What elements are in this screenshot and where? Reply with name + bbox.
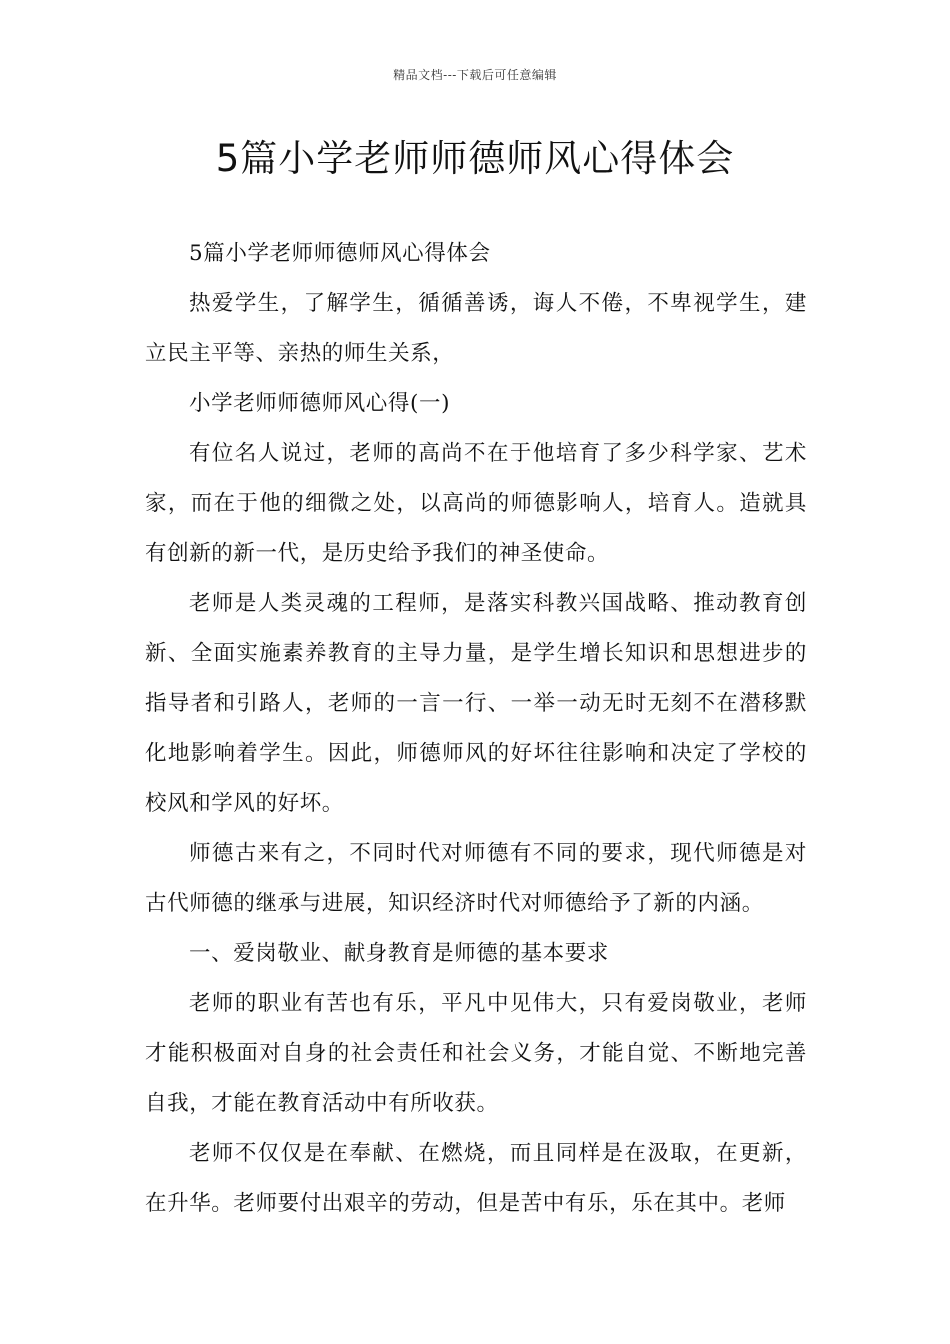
paragraph: 有位名人说过，老师的高尚不在于他培育了多少科学家、艺术家，而在于他的细微之处，以高尚的师德影响人，培育人。造就具有创新的新一代，是历史给予我们的神圣使命。 [145, 441, 807, 566]
paragraph: 老师是人类灵魂的工程师，是落实科教兴国战略、推动教育创新、全面实施素养教育的主导力量，是学生增长知识和思想进步的指导者和引路人，老师的一言一行、一举一动无时无刻不在潜移默化地影响着学生。因此，师德师风的好坏往往影响和决定了学校的校风和学风的好坏。 [145, 591, 807, 816]
paragraph-subheading: 一、爱岗敬业、献身教育是师德的基本要求 [189, 941, 609, 966]
paragraph: 老师的职业有苦也有乐，平凡中见伟大，只有爱岗敬业，老师才能积极面对自身的社会责任和社会义务，才能自觉、不断地完善自我，才能在教育活动中有所收获。 [145, 991, 807, 1116]
header-note: 精品文档---下载后可任意编辑 [393, 68, 557, 82]
paragraph-subtitle: 5篇小学老师师德师风心得体会 [189, 241, 491, 266]
paragraph-section-heading: 小学老师师德师风心得(一) [189, 391, 451, 416]
document-title: 5篇小学老师师德师风心得体会 [215, 137, 735, 180]
paragraph-intro: 热爱学生，了解学生，循循善诱，诲人不倦，不卑视学生，建立民主平等、亲热的师生关系， [145, 291, 807, 366]
paragraph: 师德古来有之，不同时代对师德有不同的要求，现代师德是对古代师德的继承与进展，知识经济时代对师德给予了新的内涵。 [145, 841, 807, 916]
document-body [145, 229, 807, 1229]
paragraph: 老师不仅仅是在奉献、在燃烧，而且同样是在汲取，在更新，在升华。老师要付出艰辛的劳动，但是苦中有乐，乐在其中。老师 [145, 1141, 807, 1216]
